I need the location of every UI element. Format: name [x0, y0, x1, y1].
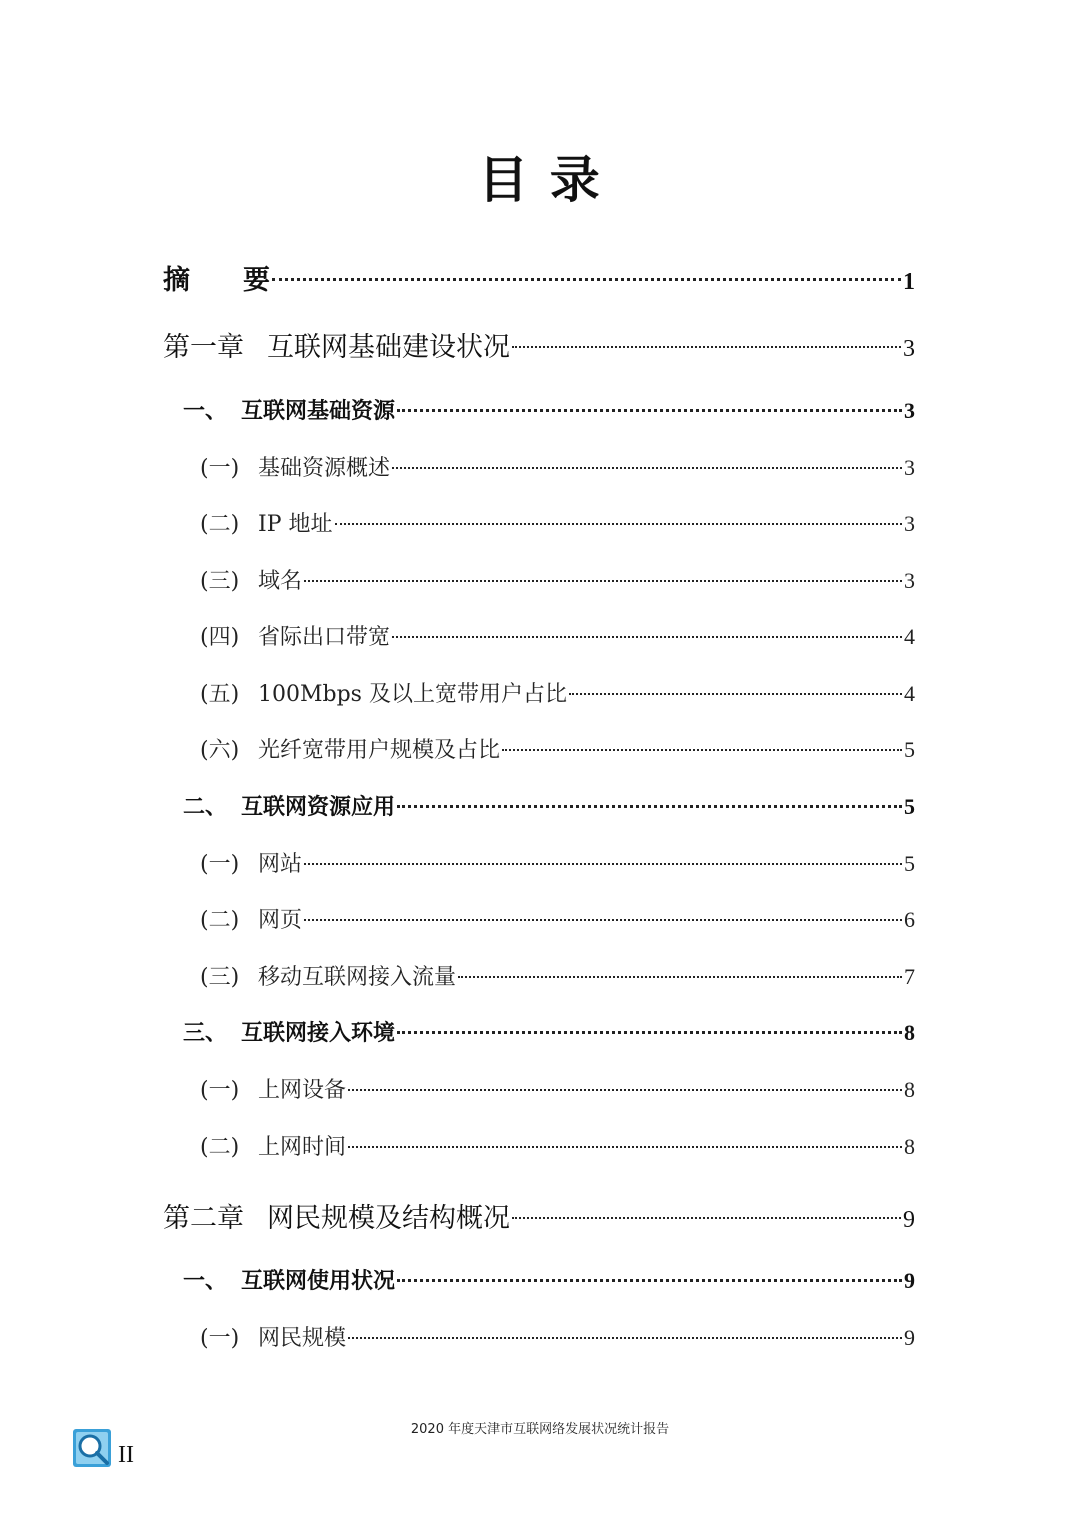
- footer-page-number: II: [118, 1442, 134, 1468]
- toc-dot-leader: [502, 749, 902, 751]
- toc-dot-leader: [304, 863, 902, 865]
- toc-entry-page-number: 8: [904, 1077, 915, 1102]
- toc-entry[interactable]: [200, 1130, 915, 1161]
- toc-entry-number: 一、: [183, 399, 228, 424]
- toc-entry-page-number: 9: [904, 1325, 915, 1350]
- toc-entry[interactable]: [200, 1073, 915, 1104]
- toc-entry[interactable]: [200, 620, 915, 651]
- toc-entry-page-number: 7: [904, 964, 915, 989]
- toc-entry-title: 网民规模及结构概况: [267, 1203, 510, 1234]
- toc-entry-number: (三): [200, 965, 240, 990]
- toc-dot-leader: [512, 1217, 901, 1219]
- toc-entry-page-number: 3: [904, 511, 915, 536]
- toc-entry-number: (一): [200, 1078, 240, 1103]
- toc-entry-page-number: 5: [904, 737, 915, 762]
- toc-entry-page-number: 4: [904, 624, 915, 649]
- toc-entry-page-number: 3: [904, 568, 915, 593]
- toc-entry-number: (四): [200, 625, 240, 650]
- toc-entry-title: 基础资源概述: [258, 456, 391, 481]
- footer-text: 2020 年度天津市互联网络发展状况统计报告: [410, 1422, 670, 1437]
- toc-entry[interactable]: [200, 960, 915, 991]
- toc-entry-title: 省际出口带宽: [258, 625, 391, 650]
- toc-dot-leader: [348, 1146, 902, 1148]
- toc-dot-leader: [272, 278, 901, 281]
- toc-entry-title: 网页: [258, 908, 303, 933]
- toc-dot-leader: [397, 1031, 902, 1034]
- toc-entry-number: (二): [200, 1135, 240, 1160]
- toc-entry-page-number: 3: [903, 336, 915, 362]
- toc-entry-title: 互联网基础建设状况: [267, 332, 510, 363]
- toc-entry[interactable]: [200, 677, 915, 708]
- toc-entry-number: 二、: [183, 795, 228, 820]
- toc-entry[interactable]: [200, 733, 915, 764]
- toc-entry[interactable]: [183, 1264, 915, 1295]
- toc-entry-title: 网民规模: [258, 1326, 347, 1351]
- toc-entry-number: 摘: [163, 265, 190, 296]
- toc-entry-page-number: 3: [904, 398, 915, 423]
- toc-entry[interactable]: [200, 847, 915, 878]
- toc-entry-number: (二): [200, 908, 240, 933]
- toc-entry-number: 第一章: [163, 332, 244, 363]
- toc-entry[interactable]: [183, 790, 915, 821]
- toc-entry-title: 100Mbps 及以上宽带用户占比: [258, 682, 567, 707]
- toc-dot-leader: [348, 1089, 902, 1091]
- toc-entry-title: 互联网接入环境: [241, 1021, 396, 1046]
- toc-entry-page-number: 8: [904, 1020, 915, 1045]
- toc-entry-page-number: 9: [903, 1207, 915, 1233]
- toc-entry-page-number: 8: [904, 1134, 915, 1159]
- page-title: 目 录: [478, 151, 602, 209]
- toc-entry-page-number: 5: [904, 794, 915, 819]
- toc-entry-number: 三、: [183, 1021, 228, 1046]
- toc-entry-number: 一、: [183, 1269, 228, 1294]
- toc-entry-page-number: 4: [904, 681, 915, 706]
- toc-entry[interactable]: [163, 258, 915, 297]
- toc-dot-leader: [397, 805, 902, 808]
- toc-entry-title: 光纤宽带用户规模及占比: [258, 738, 501, 763]
- toc-entry-title: IP 地址: [258, 512, 333, 537]
- toc-entry-title: 上网设备: [258, 1078, 347, 1103]
- toc-entry[interactable]: [200, 507, 915, 538]
- toc-entry-title: 互联网使用状况: [241, 1269, 396, 1294]
- toc-entry-title: 网站: [258, 852, 303, 877]
- toc-entry[interactable]: [200, 451, 915, 482]
- toc-entry[interactable]: [200, 1321, 915, 1352]
- toc-entry-title: 要: [243, 265, 270, 296]
- toc-dot-leader: [392, 467, 902, 469]
- toc-entry-page-number: 5: [904, 851, 915, 876]
- toc-dot-leader: [397, 409, 902, 412]
- toc-entry-title: 域名: [258, 569, 303, 594]
- toc-dot-leader: [304, 919, 902, 921]
- toc-entry[interactable]: [183, 1016, 915, 1047]
- toc-entry-number: (六): [200, 738, 240, 763]
- toc-entry-page-number: 1: [903, 269, 915, 295]
- toc-entry-page-number: 9: [904, 1268, 915, 1293]
- toc-dot-leader: [335, 523, 903, 525]
- toc-entry-number: 第二章: [163, 1203, 244, 1234]
- toc-entry-title: 移动互联网接入流量: [258, 965, 457, 990]
- toc-entry-page-number: 3: [904, 455, 915, 480]
- toc-entry-title: 上网时间: [258, 1135, 347, 1160]
- toc-entry[interactable]: [183, 394, 915, 425]
- toc-dot-leader: [348, 1337, 902, 1339]
- toc-entry-number: (五): [200, 682, 240, 707]
- toc-dot-leader: [569, 693, 902, 695]
- magnifier-logo-icon: [72, 1428, 112, 1468]
- toc-entry-page-number: 6: [904, 907, 915, 932]
- toc-dot-leader: [458, 976, 902, 978]
- toc-entry[interactable]: [163, 1196, 915, 1235]
- toc-dot-leader: [304, 580, 902, 582]
- toc-entry-number: (一): [200, 1326, 240, 1351]
- toc-entry[interactable]: [163, 325, 915, 364]
- toc-entry-title: 互联网基础资源: [241, 399, 396, 424]
- toc-entry[interactable]: [200, 903, 915, 934]
- toc-dot-leader: [397, 1279, 902, 1282]
- toc-entry-number: (三): [200, 569, 240, 594]
- toc-dot-leader: [512, 346, 901, 348]
- toc-entry-number: (二): [200, 512, 240, 537]
- toc-entry[interactable]: [200, 564, 915, 595]
- toc-dot-leader: [392, 636, 902, 638]
- toc-entry-number: (一): [200, 852, 240, 877]
- toc-entry-number: (一): [200, 456, 240, 481]
- toc-entry-title: 互联网资源应用: [241, 795, 396, 820]
